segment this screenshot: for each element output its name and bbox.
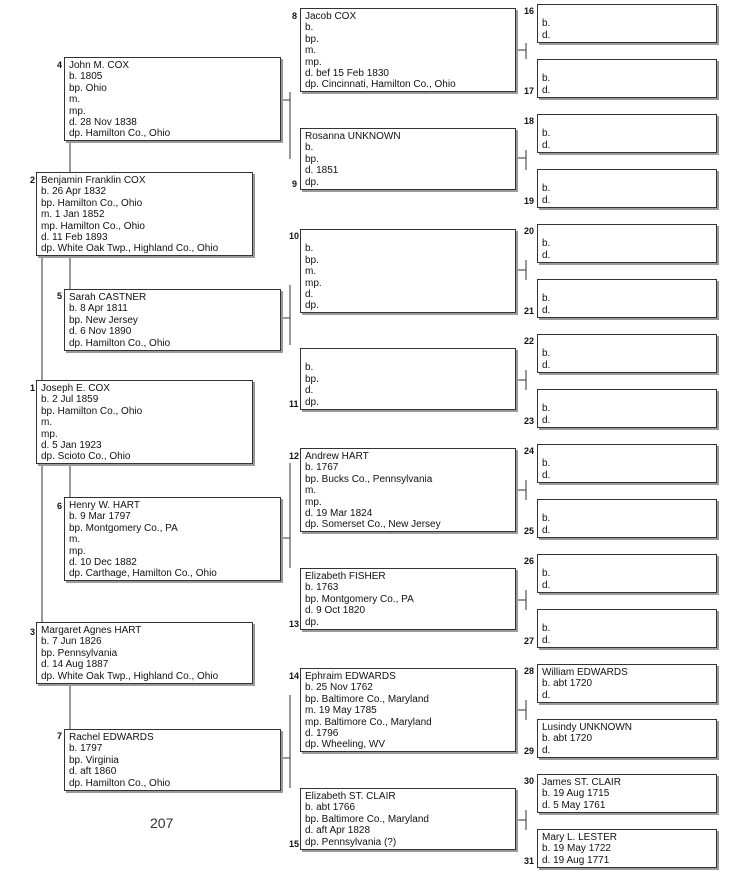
person-name: Rosanna UNKNOWN <box>305 131 401 142</box>
person-birthplace: bp. New Jersey <box>69 314 138 326</box>
connector-14 <box>516 700 526 720</box>
person-death-place: dp. <box>305 396 319 408</box>
person-marriage: m. <box>41 417 53 429</box>
person-birth: b. <box>542 623 551 635</box>
person-number: 2 <box>30 175 36 185</box>
person-death: d. bef 15 Feb 1830 <box>305 68 389 80</box>
person-birthplace: bp. Montgomery Co., PA <box>69 522 178 534</box>
person-death-place: dp. Somerset Co., New Jersey <box>305 519 441 531</box>
person-name <box>542 62 712 73</box>
person-birth: b. <box>305 22 314 34</box>
person-number: 30 <box>524 776 535 786</box>
person-name <box>542 117 712 128</box>
person-birth: b. <box>305 362 314 374</box>
person-number: 20 <box>524 226 535 236</box>
person-box-7 <box>64 729 281 791</box>
person-number: 18 <box>524 116 535 126</box>
person-number: 23 <box>524 416 535 426</box>
person-marriage: m. 1 Jan 1852 <box>41 209 105 221</box>
person-birthplace: bp. <box>305 153 319 165</box>
person-birth: b. <box>542 18 551 30</box>
person-box-17 <box>537 59 717 98</box>
person-death-place: dp. Carthage, Hamilton Co., Ohio <box>69 568 217 580</box>
person-box-19 <box>537 169 717 208</box>
person-birth: b. 8 Apr 1811 <box>69 303 128 315</box>
person-number: 15 <box>289 839 300 849</box>
person-death: d. 19 Aug 1771 <box>542 854 610 866</box>
person-marriage-place: mp. Baltimore Co., Maryland <box>305 716 432 728</box>
person-death: d. <box>542 414 551 426</box>
person-number: 21 <box>524 306 535 316</box>
person-death: d. <box>542 359 551 371</box>
person-box-25 <box>537 499 717 538</box>
person-birthplace: bp. Baltimore Co., Maryland <box>305 813 429 825</box>
person-death-place: dp. Hamilton Co., Ohio <box>69 777 171 789</box>
person-birth: b. 2 Jul 1859 <box>41 394 99 406</box>
person-number: 16 <box>524 6 535 16</box>
person-death-place: dp. Cincinnati, Hamilton Co., Ohio <box>305 79 456 91</box>
person-birth: b. 19 Aug 1715 <box>542 788 610 800</box>
connector-9 <box>516 150 526 170</box>
person-death: d. <box>542 194 551 206</box>
person-number: 22 <box>524 336 535 346</box>
person-name: James ST. CLAIR <box>542 777 621 788</box>
person-box-6 <box>64 497 281 581</box>
person-marriage-place: mp. <box>69 545 86 557</box>
person-death: d. <box>542 139 551 151</box>
person-birth: b. abt 1766 <box>305 802 356 814</box>
person-number: 1 <box>30 383 36 393</box>
person-birth: b. 7 Jun 1826 <box>41 636 102 648</box>
person-box-12 <box>300 448 516 532</box>
person-death: d. <box>542 29 551 41</box>
person-birth: b. <box>305 142 314 154</box>
person-box-5 <box>64 289 281 351</box>
person-birth: b. 19 May 1722 <box>542 843 611 855</box>
person-name <box>542 502 712 513</box>
person-death-place: dp. <box>305 176 319 188</box>
person-death: d. <box>542 469 551 481</box>
person-marriage: m. <box>305 266 317 278</box>
person-death-place: dp. <box>305 616 319 628</box>
person-birth: b. abt 1720 <box>542 678 593 690</box>
connector-4 <box>281 92 290 159</box>
person-death: d. 1851 <box>305 165 339 177</box>
person-birth: b. <box>542 458 551 470</box>
person-death-place: dp. White Oak Twp., Highland Co., Ohio <box>41 670 219 682</box>
person-death: d. aft Apr 1828 <box>305 825 371 837</box>
connector-6 <box>281 463 290 568</box>
person-number: 8 <box>292 11 298 21</box>
person-death: d. 14 Aug 1887 <box>41 659 109 671</box>
connector-11 <box>516 370 526 390</box>
connector-15 <box>516 810 526 830</box>
person-number: 14 <box>289 671 300 681</box>
person-marriage-place: mp. <box>69 105 86 117</box>
person-birthplace: bp. Hamilton Co., Ohio <box>41 197 143 209</box>
person-death: d. <box>305 385 314 397</box>
person-birth: b. <box>542 348 551 360</box>
person-name <box>542 172 712 183</box>
person-number: 12 <box>289 451 300 461</box>
person-death: d. <box>542 579 551 591</box>
person-box-23 <box>537 389 717 428</box>
person-box-4 <box>64 57 281 141</box>
person-death: d. 5 Jan 1923 <box>41 440 102 452</box>
person-death-place: dp. Hamilton Co., Ohio <box>69 337 171 349</box>
person-box-26 <box>537 554 717 593</box>
connector-8 <box>516 43 526 59</box>
person-death: d. <box>542 524 551 536</box>
page-number: 207 <box>150 815 174 831</box>
person-marriage-place: mp. Hamilton Co., Ohio <box>41 220 145 232</box>
person-name: Elizabeth ST. CLAIR <box>305 791 396 802</box>
connector-7 <box>281 695 290 788</box>
person-marriage: m. <box>69 534 81 546</box>
person-death: d. <box>542 249 551 261</box>
person-birth: b. abt 1720 <box>542 733 593 745</box>
person-name: Jacob COX <box>305 11 357 22</box>
person-name: Joseph E. COX <box>41 383 110 394</box>
person-number: 27 <box>524 636 535 646</box>
person-death-place: dp. Scioto Co., Ohio <box>41 451 131 463</box>
person-birth: b. 1767 <box>305 462 339 474</box>
person-number: 24 <box>524 446 535 456</box>
person-birth: b. 1763 <box>305 582 339 594</box>
connector-5 <box>281 285 290 345</box>
person-birth: b. 25 Nov 1762 <box>305 682 373 694</box>
person-name <box>542 557 712 568</box>
person-box-15 <box>300 788 516 850</box>
person-death: d. 28 Nov 1838 <box>69 117 137 129</box>
person-name: John M. COX <box>69 60 130 71</box>
person-box-8 <box>300 8 516 92</box>
person-birthplace: bp. Ohio <box>69 82 107 94</box>
person-death-place: dp. Wheeling, WV <box>305 739 386 751</box>
person-birth: b. 9 Mar 1797 <box>69 511 131 523</box>
person-box-9 <box>300 128 516 190</box>
person-marriage-place: mp. <box>305 277 322 289</box>
person-birth: b. <box>542 183 551 195</box>
person-number: 25 <box>524 526 535 536</box>
person-death: d. <box>542 744 551 756</box>
person-number: 7 <box>57 731 63 741</box>
person-birth: b. <box>542 513 551 525</box>
person-number: 28 <box>524 666 535 676</box>
person-marriage: m. <box>305 485 317 497</box>
person-birthplace: bp. Bucks Co., Pennsylvania <box>305 473 433 485</box>
person-birthplace: bp. <box>305 33 319 45</box>
person-death-place: dp. Pennsylvania (?) <box>305 836 397 848</box>
person-marriage: m. 19 May 1785 <box>305 705 377 717</box>
person-death-place: dp. <box>305 300 319 312</box>
person-name: Henry W. HART <box>69 500 140 511</box>
person-marriage-place: mp. <box>41 428 58 440</box>
person-birthplace: bp. Baltimore Co., Maryland <box>305 693 429 705</box>
person-marriage: m. <box>305 45 317 57</box>
person-box-21 <box>537 279 717 318</box>
person-number: 19 <box>524 196 535 206</box>
person-birthplace: bp. Montgomery Co., PA <box>305 593 414 605</box>
person-name: Elizabeth FISHER <box>305 571 386 582</box>
person-death: d. <box>542 689 551 701</box>
person-birth: b. <box>542 403 551 415</box>
person-box-20 <box>537 224 717 263</box>
person-number: 5 <box>57 291 63 301</box>
person-name <box>542 227 712 238</box>
person-box-27 <box>537 609 717 648</box>
person-box-31 <box>537 829 717 868</box>
person-marriage-place: mp. <box>305 496 322 508</box>
person-birth: b. 26 Apr 1832 <box>41 186 107 198</box>
person-name: Benjamin Franklin COX <box>41 175 146 186</box>
person-birth: b. <box>542 128 551 140</box>
person-birthplace: bp. <box>305 373 319 385</box>
person-death: d. <box>305 289 314 301</box>
person-marriage-place: mp. <box>305 56 322 68</box>
person-death: d. <box>542 84 551 96</box>
person-birth: b. <box>542 238 551 250</box>
person-box-24 <box>537 444 717 483</box>
person-name <box>542 337 712 348</box>
person-number: 31 <box>524 856 535 866</box>
person-name <box>542 282 712 293</box>
person-box-14 <box>300 668 516 752</box>
person-name <box>542 392 712 403</box>
connector-12 <box>516 480 526 500</box>
person-birthplace: bp. Virginia <box>69 754 119 766</box>
person-death: d. <box>542 304 551 316</box>
person-birthplace: bp. Pennsylvania <box>41 647 118 659</box>
person-death: d. 5 May 1761 <box>542 799 606 811</box>
person-box-3 <box>36 622 253 684</box>
person-box-11 <box>300 348 516 410</box>
person-name: Ephraim EDWARDS <box>305 671 396 682</box>
person-name: Mary L. LESTER <box>542 832 618 843</box>
person-death: d. 19 Mar 1824 <box>305 508 373 520</box>
person-name: Margaret Agnes HART <box>41 625 142 636</box>
person-birth: b. <box>542 293 551 305</box>
person-birthplace: bp. Hamilton Co., Ohio <box>41 405 143 417</box>
person-name: William EDWARDS <box>542 667 628 678</box>
person-box-29 <box>537 719 717 758</box>
person-box-10 <box>300 229 516 313</box>
person-death: d. 9 Oct 1820 <box>305 605 366 617</box>
person-death-place: dp. Hamilton Co., Ohio <box>69 128 171 140</box>
person-death-place: dp. White Oak Twp., Highland Co., Ohio <box>41 243 219 255</box>
person-birth: b. <box>305 243 314 255</box>
person-birthplace: bp. <box>305 254 319 266</box>
person-birth: b. <box>542 73 551 85</box>
person-number: 11 <box>289 399 299 409</box>
person-death: d. <box>542 634 551 646</box>
person-box-28 <box>537 664 717 703</box>
person-box-2 <box>36 172 253 256</box>
person-box-1 <box>36 380 253 464</box>
person-name <box>305 351 511 362</box>
person-number: 13 <box>289 619 300 629</box>
person-box-18 <box>537 114 717 153</box>
person-death: d. 6 Nov 1890 <box>69 326 132 338</box>
person-name <box>542 612 712 623</box>
person-death: d. 11 Feb 1893 <box>41 232 108 244</box>
person-number: 3 <box>30 627 36 637</box>
person-number: 29 <box>524 746 535 756</box>
person-number: 17 <box>524 86 535 96</box>
person-name: Sarah CASTNER <box>69 292 147 303</box>
person-number: 10 <box>289 231 300 241</box>
person-name <box>542 447 712 458</box>
person-death: d. 10 Dec 1882 <box>69 557 137 569</box>
person-birth: b. 1797 <box>69 743 103 755</box>
person-number: 4 <box>57 60 63 70</box>
person-name: Andrew HART <box>305 451 369 462</box>
person-box-16 <box>537 4 717 43</box>
person-number: 6 <box>57 501 63 511</box>
connector-13 <box>516 590 526 610</box>
person-number: 26 <box>524 556 535 566</box>
person-box-30 <box>537 774 717 813</box>
person-marriage: m. <box>69 94 81 106</box>
person-birth: b. 1805 <box>69 71 103 83</box>
connector-10 <box>516 260 526 280</box>
person-name: Lusindy UNKNOWN <box>542 722 633 733</box>
person-death: d. aft 1860 <box>69 766 117 778</box>
person-number: 9 <box>292 179 298 189</box>
person-death: d. 1796 <box>305 728 339 740</box>
person-birth: b. <box>542 568 551 580</box>
person-box-13 <box>300 568 516 630</box>
person-box-22 <box>537 334 717 373</box>
person-name <box>542 7 712 18</box>
person-name <box>305 232 511 243</box>
person-name: Rachel EDWARDS <box>69 732 154 743</box>
